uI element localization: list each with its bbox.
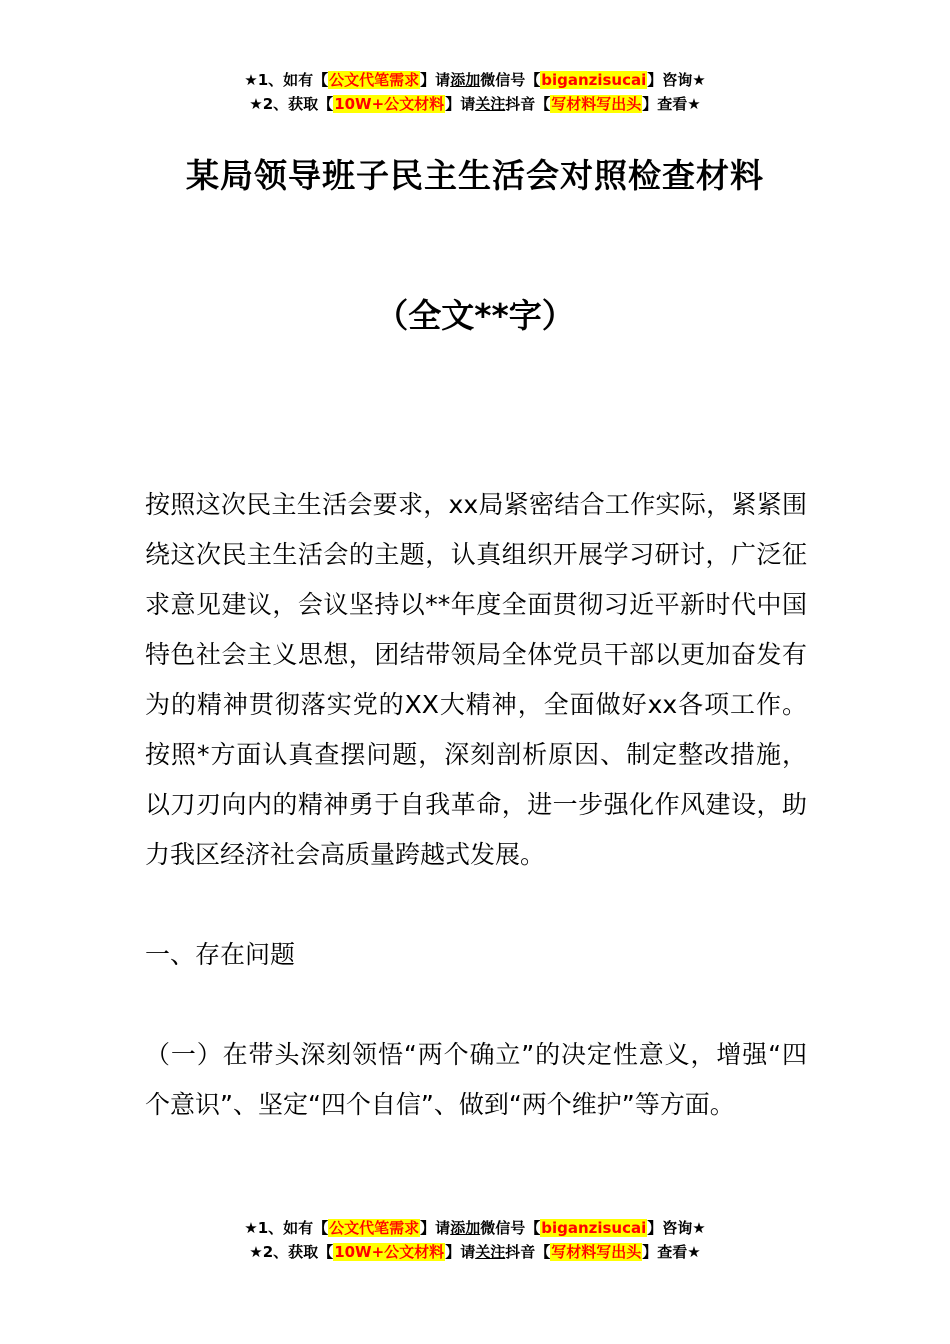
banner-underline: 关注 <box>475 95 506 113</box>
banner-line-2 <box>0 1240 950 1264</box>
banner-line-1 <box>0 1216 950 1240</box>
banner-line-1 <box>0 68 950 92</box>
banner-highlight: 写材料写出头 <box>551 95 642 113</box>
document-title: 某局领导班子民主生活会对照检查材料 <box>186 156 764 195</box>
banner-text: 】请 <box>420 71 451 89</box>
banner-line-2 <box>0 92 950 116</box>
banner-highlight: 公文代笔需求 <box>329 1219 420 1237</box>
banner-text: 】请 <box>445 1243 476 1261</box>
intro-paragraph: 按照这次民主生活会要求，xx局紧密结合工作实际，紧紧围绕这次民主生活会的主题，认真组织开展学习研讨，广泛征求意见建议，会议坚持以**年度全面贯彻习近平新时代中国特色社会主义思想，团结带领局全体党员干部以更加奋发有为的精神贯彻落实党的XX大精神，全面做好xx各项工作。按照*方面认真查摆问题，深刻剖析原因、制定整改措施，以刀刃向内的精神勇于自我革命，进一步强化作风建设，助力我区经济社会高质量跨越式发展。 <box>145 490 807 869</box>
banner-text: 】咨询★ <box>647 71 706 89</box>
footer-banner <box>0 1216 950 1264</box>
banner-text: 】查看★ <box>642 95 701 113</box>
banner-text: 】查看★ <box>642 1243 701 1261</box>
section-heading: 一、存在问题 <box>145 940 296 969</box>
subsection-paragraph: （一）在带头深刻领悟“两个确立”的决定性意义，增强“四个意识”、坚定“四个自信”、做到“两个维护”等方面。 <box>145 1040 807 1119</box>
banner-text: ★1、如有【 <box>244 1219 329 1237</box>
banner-text: 】请 <box>445 95 476 113</box>
banner-underline: 添加 <box>450 71 481 89</box>
banner-highlight: biganzisucai <box>541 71 647 89</box>
banner-text: ★2、获取【 <box>249 95 334 113</box>
document-subtitle: （全文**字） <box>375 296 575 335</box>
banner-text: 微信号【 <box>480 71 541 89</box>
banner-text: ★2、获取【 <box>249 1243 334 1261</box>
banner-underline: 关注 <box>475 1243 506 1261</box>
banner-text: 】咨询★ <box>647 1219 706 1237</box>
banner-text: 微信号【 <box>480 1219 541 1237</box>
banner-highlight: 公文代笔需求 <box>329 71 420 89</box>
banner-highlight: 写材料写出头 <box>551 1243 642 1261</box>
banner-text: ★1、如有【 <box>244 71 329 89</box>
banner-text: 抖音【 <box>505 95 551 113</box>
banner-text: 】请 <box>420 1219 451 1237</box>
banner-highlight: 10W+公文材料 <box>334 95 445 113</box>
banner-highlight: biganzisucai <box>541 1219 647 1237</box>
banner-text: 抖音【 <box>505 1243 551 1261</box>
banner-underline: 添加 <box>450 1219 481 1237</box>
header-banner <box>0 68 950 116</box>
banner-highlight: 10W+公文材料 <box>334 1243 445 1261</box>
